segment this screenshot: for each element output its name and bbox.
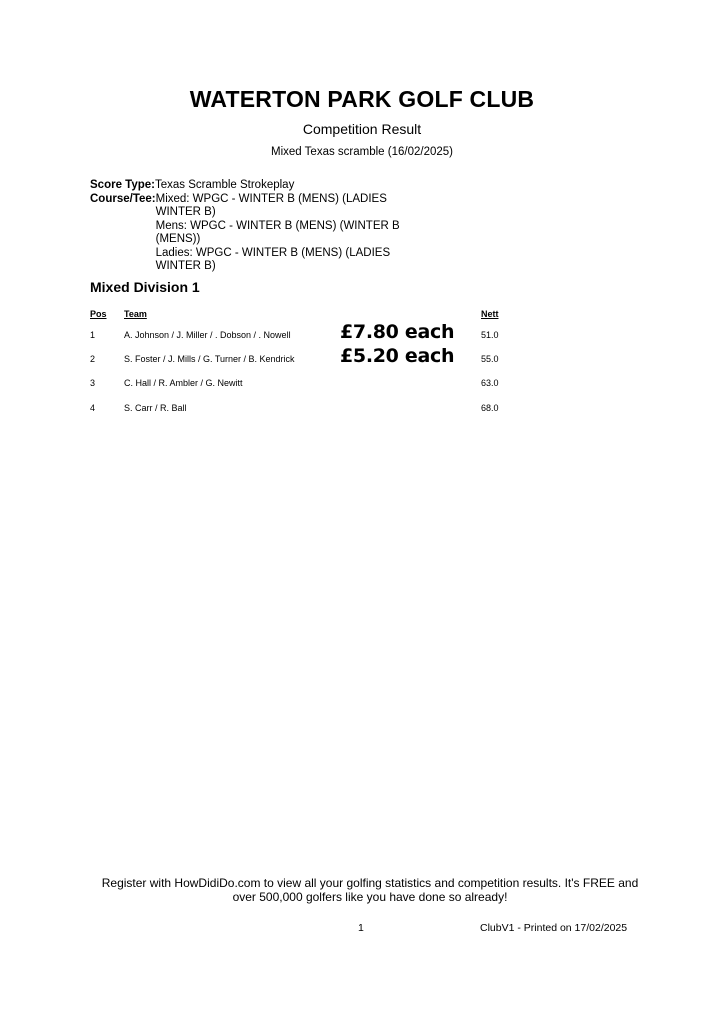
- row-team: S. Carr / R. Ball: [124, 403, 187, 413]
- row-prize: £7.80 each: [340, 321, 455, 343]
- row-nett: 68.0: [481, 403, 499, 413]
- row-team: A. Johnson / J. Miller / . Dobson / . Nowell: [124, 330, 291, 340]
- row-pos: 4: [90, 403, 96, 413]
- row-pos: 3: [90, 378, 96, 388]
- course-tee-label: Course/Tee:: [90, 192, 156, 205]
- table-row: [0, 378, 724, 392]
- course-mixed: Mixed: WPGC - WINTER B (MENS) (LADIES WINTER B): [155, 192, 387, 218]
- printed-info: ClubV1 - Printed on 17/02/2025: [480, 922, 628, 934]
- row-nett: 55.0: [481, 354, 499, 364]
- division-heading: Mixed Division 1: [90, 279, 200, 295]
- row-nett: 63.0: [481, 378, 499, 388]
- club-title: WATERTON PARK GOLF CLUB: [189, 86, 535, 112]
- score-type-value: Texas Scramble Strokeplay: [154, 179, 295, 191]
- course-tee-values: [156, 193, 416, 274]
- course-ladies: Ladies: WPGC - WINTER B (MENS) (LADIES WINTER B): [155, 246, 391, 272]
- table-row: [0, 345, 724, 368]
- score-type-label: Score Type:: [90, 179, 155, 191]
- column-header-team: Team: [124, 309, 147, 319]
- row-team: S. Foster / J. Mills / G. Turner / B. Kendrick: [124, 354, 295, 364]
- column-header-pos: Pos: [90, 309, 107, 319]
- competition-details: [90, 179, 416, 274]
- column-header-nett: Nett: [481, 309, 499, 319]
- table-row: [0, 321, 724, 344]
- register-promo-text: Register with HowDidiDo.com to view all your golfing statistics and competition results. It's FREE and over 500,000 golfers like you have done so already!: [101, 876, 639, 904]
- score-type-row: [90, 179, 416, 193]
- row-team: C. Hall / R. Ambler / G. Newitt: [124, 378, 243, 388]
- row-pos: 2: [90, 354, 96, 364]
- competition-name: Mixed Texas scramble (16/02/2025): [271, 146, 453, 158]
- course-tee-row: [90, 193, 416, 274]
- table-row: [0, 403, 724, 417]
- page-number: 1: [358, 922, 364, 934]
- course-mens: Mens: WPGC - WINTER B (MENS) (WINTER B (MENS)): [155, 219, 400, 245]
- row-nett: 51.0: [481, 330, 499, 340]
- document-subtitle: Competition Result: [302, 121, 422, 137]
- row-pos: 1: [90, 330, 96, 340]
- row-prize: £5.20 each: [340, 345, 455, 367]
